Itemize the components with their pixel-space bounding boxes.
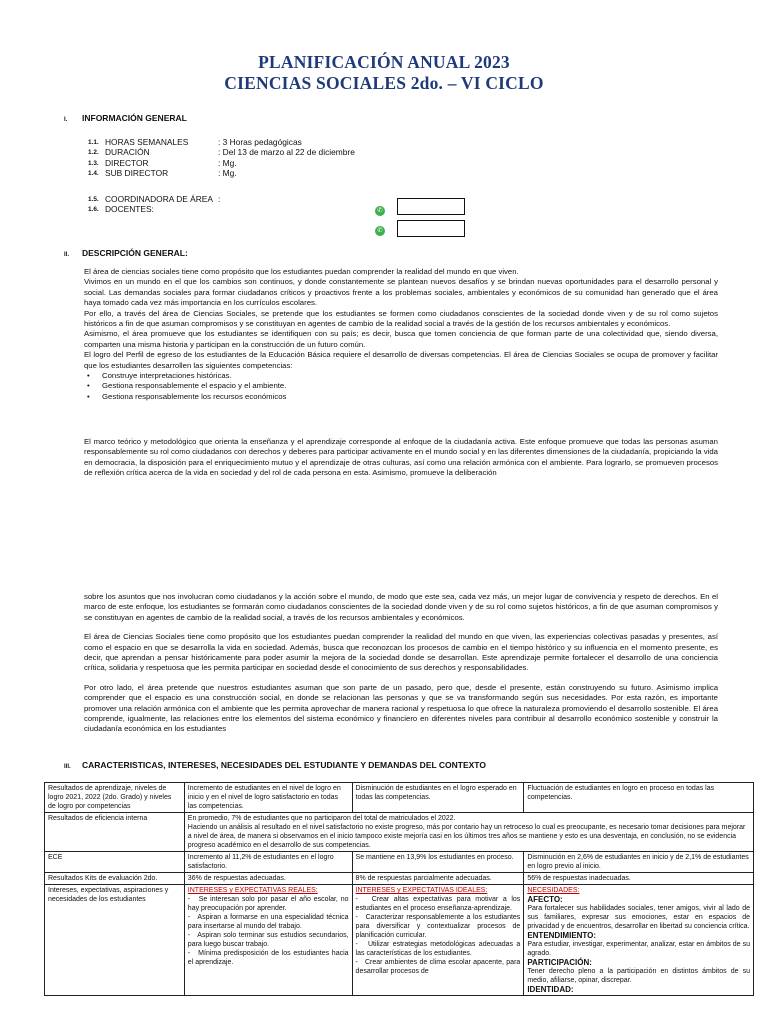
needs-heading: NECESIDADES: — [527, 887, 580, 894]
whatsapp-icon: ✆ — [375, 226, 385, 236]
list-item: - Utilizar estrategias metodológicas adecuadas a las características de los estudiantes. — [355, 941, 521, 957]
continuation-block — [84, 592, 718, 735]
context-table — [44, 782, 754, 996]
table-cell: Fluctuación de estudiantes en logro en proceso en todas las competencias. — [524, 783, 754, 813]
description-block — [84, 267, 718, 402]
table-row — [45, 813, 754, 852]
table-cell — [184, 885, 352, 996]
competencia-item: • Gestiona responsablemente los recursos económicos — [84, 392, 718, 402]
section-1-heading — [64, 113, 187, 123]
docente-field-1[interactable] — [397, 198, 465, 215]
docente-field-2[interactable] — [397, 220, 465, 237]
table-cell — [352, 885, 524, 996]
list-item: - Crear ambientes de clima escolar apacente, para desarrollar procesos de — [355, 959, 521, 975]
description-paragraph: Asimismo, el área promueve que los estudiantes se identifiquen con su país; es decir, busca que tomen conciencia de que forman parte de una colectividad que, siendo diversa, comparten una misma historia y participan en la construcción de un futuro común. — [84, 329, 718, 349]
info-list-a — [88, 137, 468, 178]
table-cell — [524, 885, 754, 996]
table-cell: Incremento de estudiantes en el nivel de logro en inicio y en el nivel de logro satisfactorio en todas las competencias. — [184, 783, 352, 813]
competencia-item: • Construye interpretaciones históricas. — [84, 371, 718, 381]
description-paragraph: El logro del Perfil de egreso de los estudiantes de la Educación Básica requiere el desarrollo de diversas competencias. El área de Ciencias Sociales se ocupa de promover y facilitar que los estudiantes desarrollen las siguientes competencias: — [84, 350, 718, 370]
table-cell: En promedio, 7% de estudiantes que no participaron del total de matriculados el 2022. Haciendo un análisis al resultado en el nivel satisfactorio no existe progreso, más por contario hay un retroceso lo cual es preocupante, es necesario tomar decisiones para mejorar a nivel de área, de manera si observamos en el inicio tampoco existe mejoría casi en los últimos tres años se mantiene y esto es una desventaja, en conclusión, no se evidencia progreso académico en el desarrollo de sus competencias. — [184, 813, 753, 852]
competencia-item: • Gestiona responsablemente el espacio y el ambiente. — [84, 381, 718, 391]
table-cell: Resultados de eficiencia interna — [45, 813, 185, 852]
need-text: Para estudiar, investigar, experimentar, analizar, estar en ámbitos de su agrado. — [527, 941, 750, 957]
need-heading: AFECTO: — [527, 895, 563, 904]
list-item: - Se interesan solo por pasar el año escolar, no hay preocupación por aprender. — [187, 896, 349, 912]
list-item: - Aspiran solo terminar sus estudios secundarios, para luego buscar trabajo. — [187, 932, 349, 948]
interests-ideal-heading: INTERESES y EXPECTATIVAS IDEALES: — [355, 887, 488, 894]
info-row: 1.3. DIRECTOR : Mg. — [88, 157, 237, 168]
need-heading: ENTENDIMIENTO: — [527, 931, 597, 940]
info-row: 1.2. DURACIÓN : Del 13 de marzo al 22 de diciembre — [88, 147, 355, 158]
section-3-number: III. — [64, 764, 71, 770]
table-row — [45, 852, 754, 873]
table-cell: Resultados Kits de evaluación 2do. — [45, 873, 185, 885]
need-heading: IDENTIDAD: — [527, 985, 574, 994]
description-paragraph: Por ello, a través del área de Ciencias Sociales, se pretende que los estudiantes se formen como ciudadanos conscientes de la sociedad donde viven y de su rol como sujetos históricos a fin de que asuman compromisos y se constituyan en agentes de cambio de la realidad social a través de la gestión de los recursos ambientales y económicos. — [84, 308, 718, 329]
table-cell: 8% de respuestas parcialmente adecuadas. — [352, 873, 524, 885]
section-2-title: DESCRIPCIÓN GENERAL: — [82, 248, 188, 258]
section-2-number: II. — [64, 252, 70, 258]
info-row: 1.5. COORDINADORA DE ÁREA : — [88, 194, 221, 204]
table-cell: 56% de respuestas inadecuadas. — [524, 873, 754, 885]
section-1-number: I. — [64, 117, 68, 123]
table-cell: Resultados de aprendizaje, niveles de logro 2021, 2022 (2do. Grado) y niveles de logro por competencias — [45, 783, 185, 813]
whatsapp-icon: ✆ — [375, 206, 385, 216]
section-1-title: INFORMACIÓN GENERAL — [82, 113, 187, 123]
table-cell: Se mantiene en 13,9% los estudiantes en proceso. — [352, 852, 524, 873]
table-cell: Incremento al 11,2% de estudiantes en el logro satisfactorio. — [184, 852, 352, 873]
doc-subtitle: CIENCIAS SOCIALES 2do. – VI CICLO — [224, 73, 544, 93]
table-row — [45, 885, 754, 996]
continuation-paragraph: El área de Ciencias Sociales tiene como propósito que los estudiantes puedan comprender la realidad del mundo en que viven, las experiencias colectivas pasadas y presentes, así como el espacio en que se desarrolla la vida en sociedad. Además, busca que reconozcan los procesos de cambio en el tiempo histórico y su influencia en el momento presente, es decir, que aprendan a pensar históricamente para poder asumir la mejora de la sociedad donde se desarrollan. Este aprendizaje permite fortalecer el desarrollo de una conciencia crítica, solidaria y respetuosa que les permita participar en sociedad desde el conocimiento de sus derechos y responsabilidades. — [84, 632, 718, 673]
interests-real-heading: INTERESES y EXPECTATIVAS REALES: — [187, 887, 318, 894]
section-3-heading — [64, 760, 486, 770]
section-2-heading — [64, 248, 188, 258]
need-text: Para fortalecer sus habilidades sociales, tener amigos, vivir al lado de sus familiares, expresar sus emociones, estar en espacios de privacidad y de encuentros, desarrollar en libertad su conciencia crítica. — [527, 905, 750, 930]
table-row — [45, 873, 754, 885]
need-text: Tener derecho pleno a la participación en distintos ámbitos de su medio, afiliarse, opinar, discrepar. — [527, 968, 750, 984]
description-paragraph: Vivimos en un mundo en el que los cambios son continuos, y donde constantemente se plantean nuevos desafíos y se brindan nuevas oportunidades para el desarrollo personal y social. Las demandas sociales para formar ciudadanos críticos y proactivos frente a los problemas sociales, ambientales y económicos de su comunidad han generado que el área haya tomado cada vez más importancia en los currículos escolares. — [84, 277, 718, 308]
section-3-title: CARACTERISTICAS, INTERESES, NECESIDADES DEL ESTUDIANTE Y DEMANDAS DEL CONTEXTO — [82, 760, 486, 770]
continuation-paragraph: sobre los asuntos que nos involucran como ciudadanos y la acción sobre el mundo, de modo que este sea, cada vez más, un mejor lugar de convivencia y respeto de derechos. En el marco de este enfoque, los estudiantes se formarán como ciudadanos conscientes de la sociedad donde viven y de su rol como sujetos históricos, a fin de que asuman compromisos y se constituyan en agentes de cambio de la realidad social, a través de los recursos ambientales y económicos. — [84, 592, 718, 622]
table-row — [45, 783, 754, 813]
table-cell: 36% de respuestas adecuadas. — [184, 873, 352, 885]
table-cell: ECE — [45, 852, 185, 873]
info-row: 1.4. SUB DIRECTOR : Mg. — [88, 167, 237, 178]
table-cell: Intereses, expectativas, aspiraciones y necesidades de los estudiantes — [45, 885, 185, 996]
doc-title: PLANIFICACIÓN ANUAL 2023 — [258, 52, 510, 72]
marco-paragraph: El marco teórico y metodológico que orienta la enseñanza y el aprendizaje corresponde al enfoque de la ciudadanía activa. Este enfoque promueve que todas las personas asuman responsablemente su rol como ciudadanos con derechos y deberes para participar activamente en el mundo social y en las diferentes dimensiones de la ciudadanía, propiciando la vida en democracia, la disposición para el enriquecimiento mutuo y el aprendizaje de otras culturas, así como una relación armónica con el ambiente. Para lograrlo, se promueven procesos de reflexión crítica acerca de la vida en sociedad y del rol de cada persona en esta. Asimismo, promueve la deliberación — [84, 437, 718, 478]
info-row: 1.6. DOCENTES: — [88, 204, 154, 215]
list-item: - Aspiran a formarse en una especialidad técnica para insertarse al mundo del trabajo. — [187, 914, 349, 930]
description-paragraph: El área de ciencias sociales tiene como propósito que los estudiantes puedan comprender la realidad del mundo en que viven. — [84, 267, 519, 276]
continuation-paragraph: Por otro lado, el área pretende que nuestros estudiantes asuman que son parte de un pasado, pero que, desde el presente, están construyendo su futuro. Asimismo implica comprender que el espacio es una construcción social, en donde se relacionan las personas y que se va transformando según sus necesidades. Por esta razón, es importante promover una relación armónica con el ambiente que les permita aprovechar de manera racional y respetuosa lo que ofrece la naturaleza promoviendo el desarrollo sostenible. El área comprende, igualmente, las relaciones entre los elementos del sistema económico y financiero en diferentes niveles para contribuir al desarrollo económico sostenible y construir la ciudadanía económica en los estudiantes — [84, 682, 718, 734]
list-item: - Caracterizar responsablemente a los estudiantes para diversificar y contextualizar procesos de planificación curricular. — [355, 914, 521, 939]
list-item: - Mínima predisposición de los estudiantes hacia el aprendizaje. — [187, 950, 349, 966]
table-cell: Disminución de estudiantes en el logro esperado en todas las competencias. — [352, 783, 524, 813]
list-item: - Crear altas expectativas para motivar a los estudiantes en el proceso enseñanza-aprendizaje. — [355, 896, 521, 912]
table-cell: Disminución en 2,6% de estudiantes en inicio y de 2,1% de estudiantes en logro previo al inicio. — [524, 852, 754, 873]
info-row: 1.1. HORAS SEMANALES : 3 Horas pedagógicas — [88, 137, 302, 147]
need-heading: PARTICIPACIÓN: — [527, 958, 592, 967]
